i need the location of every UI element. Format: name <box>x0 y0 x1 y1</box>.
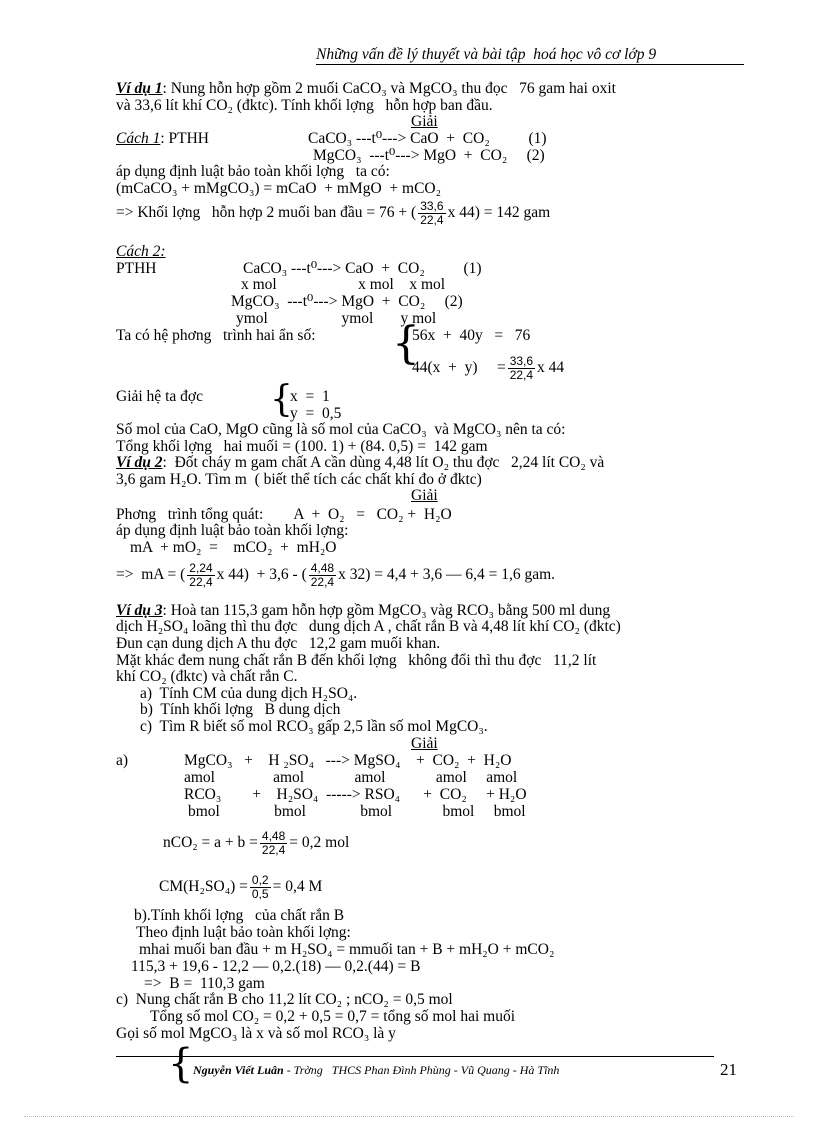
system-eq-1: 56x + 40y = 76 <box>412 327 531 344</box>
part-b-law: Theo định luật bảo toàn khối lợng: <box>136 924 351 941</box>
solution-y: y = 0,5 <box>290 405 342 422</box>
example-3-line4: Mặt khác đem nung chất rắn B đến khối lợng không đổi thì thu đợc 11,2 lít <box>116 652 597 669</box>
solution-brace: { <box>270 379 293 420</box>
reaction-2: RCO₃ + H₂SO₄ -----> RSO₄ + CO₂ + H₂O <box>184 786 527 803</box>
example-1-line2: và 33,6 lít khí CO₂ (đktc). Tính khối lợng hỗn hợp ban đầu. <box>116 97 493 114</box>
solve-system-label: Giải hệ ta đợc <box>116 388 203 405</box>
header-rule <box>316 64 744 65</box>
part-c-line3: Gọi số mol MgCO₃ là x và số mol RCO₃ là y <box>116 1025 396 1042</box>
solution-heading-1: Giải <box>411 113 438 130</box>
method-2-label: Cách 2: <box>116 243 166 260</box>
reaction-2-moles: bmol bmol bmol bmol bmol <box>188 803 526 820</box>
page-edge-dots <box>24 1116 794 1117</box>
example-1-text: : Nung hỗn hợp gồm 2 muối CaCO₃ và MgCO₃ thu đọc 76 gam hai oxit <box>162 80 616 97</box>
part-b-equation: mhai muối ban đầu + m H₂SO₄ = mmuối tan + B + mH₂O + mCO₂ <box>139 941 555 958</box>
co2-moles: nCO₂ = a + b = $\frac{4,48}{22,4}$ = 0,2 mol <box>163 829 350 857</box>
question-c: c) Tìm R biết số mol RCO₃ gấp 2,5 lần số mol MgCO₃. <box>140 718 488 735</box>
equation-2: MgCO₃ ---t⁰---> MgO + CO₂ (2) <box>313 147 545 164</box>
method-1-line <box>116 130 209 147</box>
footer-brace: { <box>168 1041 194 1087</box>
result-1: => Khối lợng hỗn hợp 2 muối ban đầu = 76 + ( $\frac{33,6}{22,4}$ x 44) = 142 gam <box>116 199 551 227</box>
equation-1: CaCO₃ ---t⁰---> CaO + CO₂ (1) <box>308 130 547 147</box>
equation-3-moles: x mol x mol x mol <box>241 276 446 293</box>
fraction: $\frac{33,6}{22,4}$ <box>509 354 534 382</box>
part-b-heading: b).Tính khối lợng của chất rắn B <box>134 907 345 924</box>
example-3-line3: Đun cạn dung dịch A thu đợc 12,2 gam muối khan. <box>116 635 441 652</box>
question-b: b) Tính khối lợng B dung dịch <box>140 701 341 718</box>
fraction: $\frac{4,48}{22,4}$ <box>310 561 335 589</box>
example-1-statement <box>116 80 616 97</box>
reaction-1-moles: amol amol amol amol amol <box>184 769 518 786</box>
question-a: a) Tính CM của dung dịch H₂SO₄. <box>140 685 358 702</box>
conservation-law-2: áp dụng định luật bảo toàn khối lợng: <box>116 522 349 539</box>
example-3-label: Ví dụ 3 <box>116 602 163 619</box>
example-3-statement: Ví dụ 3: Hoà tan 115,3 gam hỗn hợp gồm MgCO₃ vàg RCO₃ bằng 500 ml dung <box>116 602 611 619</box>
page-number: 21 <box>720 1060 737 1079</box>
footer-text <box>193 1063 559 1078</box>
conservation-law-1: áp dụng định luật bảo toàn khối lợng ta có: <box>116 163 390 180</box>
method-1-pthh: : PTHH <box>160 130 210 147</box>
part-a-label: a) <box>116 752 129 769</box>
example-2-label: Ví dụ 2 <box>116 454 163 471</box>
fraction: $\frac{0,2}{0,5}$ <box>251 873 269 901</box>
system-eq-2: 44(x + y) = $\frac{33,6}{22,4}$ x 44 <box>412 354 565 382</box>
solution-heading-3: Giải <box>411 735 438 752</box>
fraction: $\frac{33,6}{22,4}$ <box>420 199 444 227</box>
example-2-line2: 3,6 gam H₂O. Tìm m ( biết thể tích các chất khí đo ở đktc) <box>116 471 482 488</box>
mass-equation-2: mA + mO₂ = mCO₂ + mH₂O <box>130 539 337 556</box>
system-brace: { <box>392 318 420 369</box>
equation-4: MgCO₃ ---t⁰---> MgO + CO₂ (2) <box>231 293 463 310</box>
molarity-result: CM(H₂SO₄) = $\frac{0,2}{0,5}$ = 0,4 M <box>159 873 323 901</box>
equation-3: CaCO₃ ---t⁰---> CaO + CO₂ (1) <box>243 260 482 277</box>
reaction-1: MgCO₃ + H ₂SO₄ ---> MgSO₄ + CO₂ + H₂O <box>184 752 512 769</box>
example-1-label: Ví dụ 1 <box>116 80 163 97</box>
system-intro: Ta có hệ phơng trình hai ẩn số: <box>116 327 316 344</box>
result-2: => mA = ( $\frac{2,24}{22,4}$ x 44) + 3,6 - ( $\frac{4,48}{22,4}$ x 32) = 4,4 + 3,6 — 6,4 = 1,6 gam. <box>116 561 556 589</box>
method-1-label: Cách 1 <box>116 130 161 147</box>
example-3-line5: khí CO₂ (đktc) và chất rắn C. <box>116 668 298 685</box>
moles-note: Số mol của CaO, MgO cũng là số mol của CaCO₃ và MgCO₃ nên ta có: <box>116 421 566 438</box>
footer-school: - Trờng THCS Phan Đình Phùng - Vũ Quang - Hà Tĩnh <box>283 1063 560 1077</box>
running-header: Những vấn đề lý thuyết và bài tập hoá học vô cơ lớp 9 <box>316 46 657 63</box>
part-c-line1: c) Nung chất rắn B cho 11,2 lít CO₂ ; nCO₂ = 0,5 mol <box>116 991 453 1008</box>
equation-4-moles: ymol ymol y mol <box>236 310 437 327</box>
example-3-line2: dịch H₂SO₄ loãng thì thu đợc dung dịch A , chất rắn B và 4,48 lít khí CO₂ (đktc) <box>116 618 621 635</box>
general-equation: Phơng trình tổng quát: A + O₂ = CO₂ + H₂O <box>116 506 452 523</box>
total-mass: Tổng khối lợng hai muối = (100. 1) + (84. 0,5) = 142 gam <box>116 438 488 455</box>
footer-rule <box>116 1056 714 1057</box>
part-b-result: => B = 110,3 gam <box>144 975 265 992</box>
mass-equation-1: (mCaCO₃ + mMgCO₃) = mCaO + mMgO + mCO₂ <box>116 180 442 197</box>
fraction: $\frac{2,24}{22,4}$ <box>189 561 213 589</box>
solution-x: x = 1 <box>290 388 330 405</box>
example-2-statement: Ví dụ 2: Đốt cháy m gam chất A cần dùng 4,48 lít O₂ thu đợc 2,24 lít CO₂ và <box>116 454 605 471</box>
part-c-line2: Tổng số mol CO₂ = 0,2 + 0,5 = 0,7 = tổng số mol hai muối <box>150 1008 516 1025</box>
footer-author: Nguyễn Viết Luân <box>193 1063 284 1077</box>
fraction: $\frac{4,48}{22,4}$ <box>261 829 286 857</box>
part-b-calc: 115,3 + 19,6 - 12,2 — 0,2.(18) — 0,2.(44) = B <box>131 958 421 975</box>
pthh-label: PTHH <box>116 260 157 277</box>
solution-heading-2: Giải <box>411 487 438 504</box>
